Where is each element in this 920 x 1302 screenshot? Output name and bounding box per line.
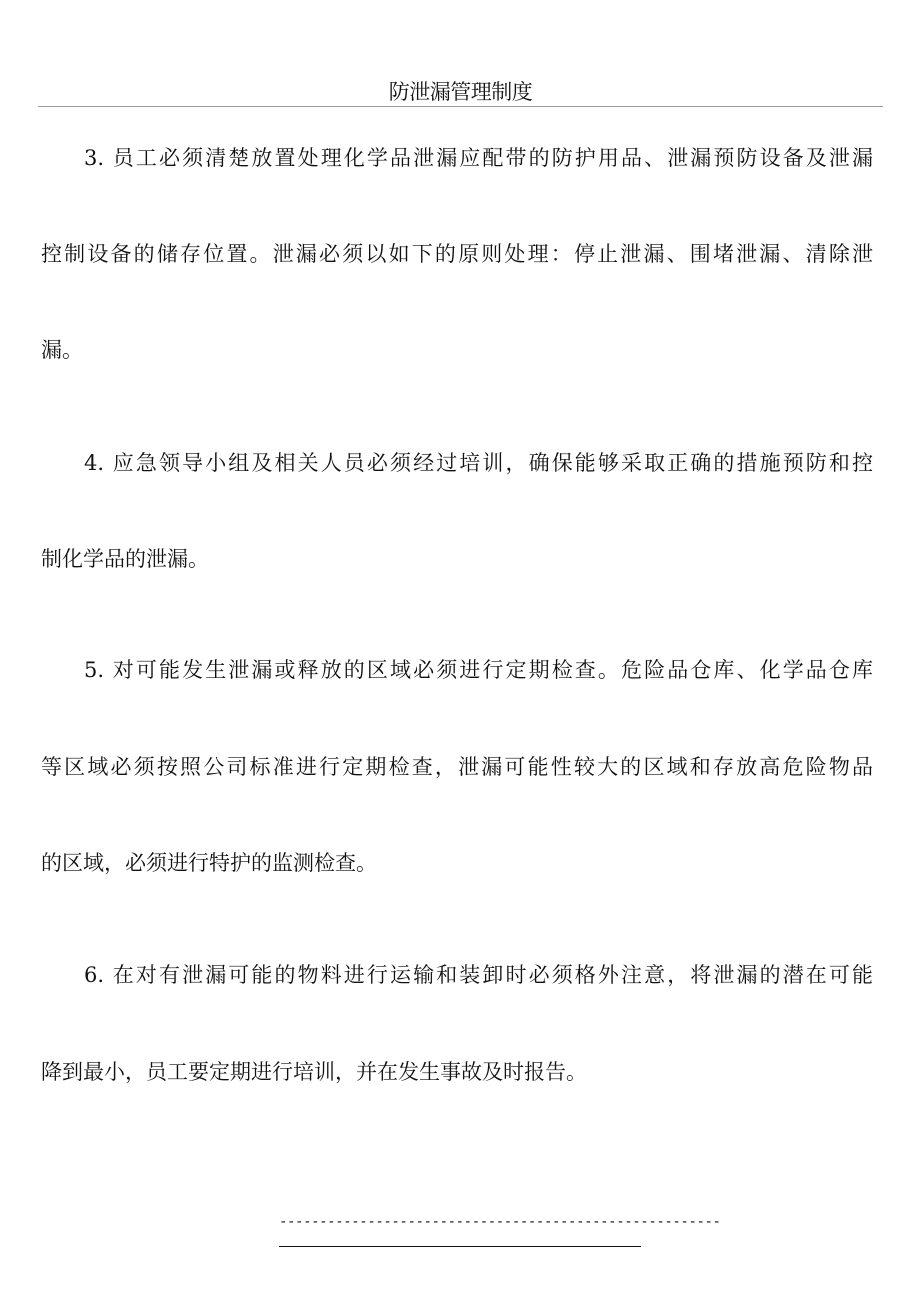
paragraph-line: 控制设备的储存位置。泄漏必须以如下的原则处理：停止泄漏、围堵泄漏、清除泄 (41, 242, 873, 266)
paragraph-line: 的区域，必须进行特护的监测检查。 (41, 851, 377, 875)
paragraph-line: 6. 在对有泄漏可能的物料进行运输和装卸时必须格外注意，将泄漏的潜在可能 (84, 963, 873, 987)
paragraph-line: 4. 应急领导小组及相关人员必须经过培训，确保能够采取正确的措施预防和控 (84, 451, 873, 475)
paragraph-line: 降到最小，员工要定期进行培训，并在发生事故及时报告。 (41, 1060, 587, 1084)
paragraph-line: 等区域必须按照公司标准进行定期检查，泄漏可能性较大的区域和存放高危险物品 (41, 755, 873, 779)
footer-divider: ------------------------------------------------------- (279, 1212, 641, 1247)
paragraph-line: 制化学品的泄漏。 (41, 547, 209, 571)
paragraph-line: 3. 员工必须清楚放置处理化学品泄漏应配带的防护用品、泄漏预防设备及泄漏 (84, 146, 873, 170)
document-title: 防泄漏管理制度 (388, 80, 533, 104)
page-header (38, 70, 883, 107)
paragraph-line: 漏。 (41, 338, 83, 362)
paragraph-line: 5. 对可能发生泄漏或释放的区域必须进行定期检查。危险品仓库、化学品仓库 (84, 658, 873, 682)
